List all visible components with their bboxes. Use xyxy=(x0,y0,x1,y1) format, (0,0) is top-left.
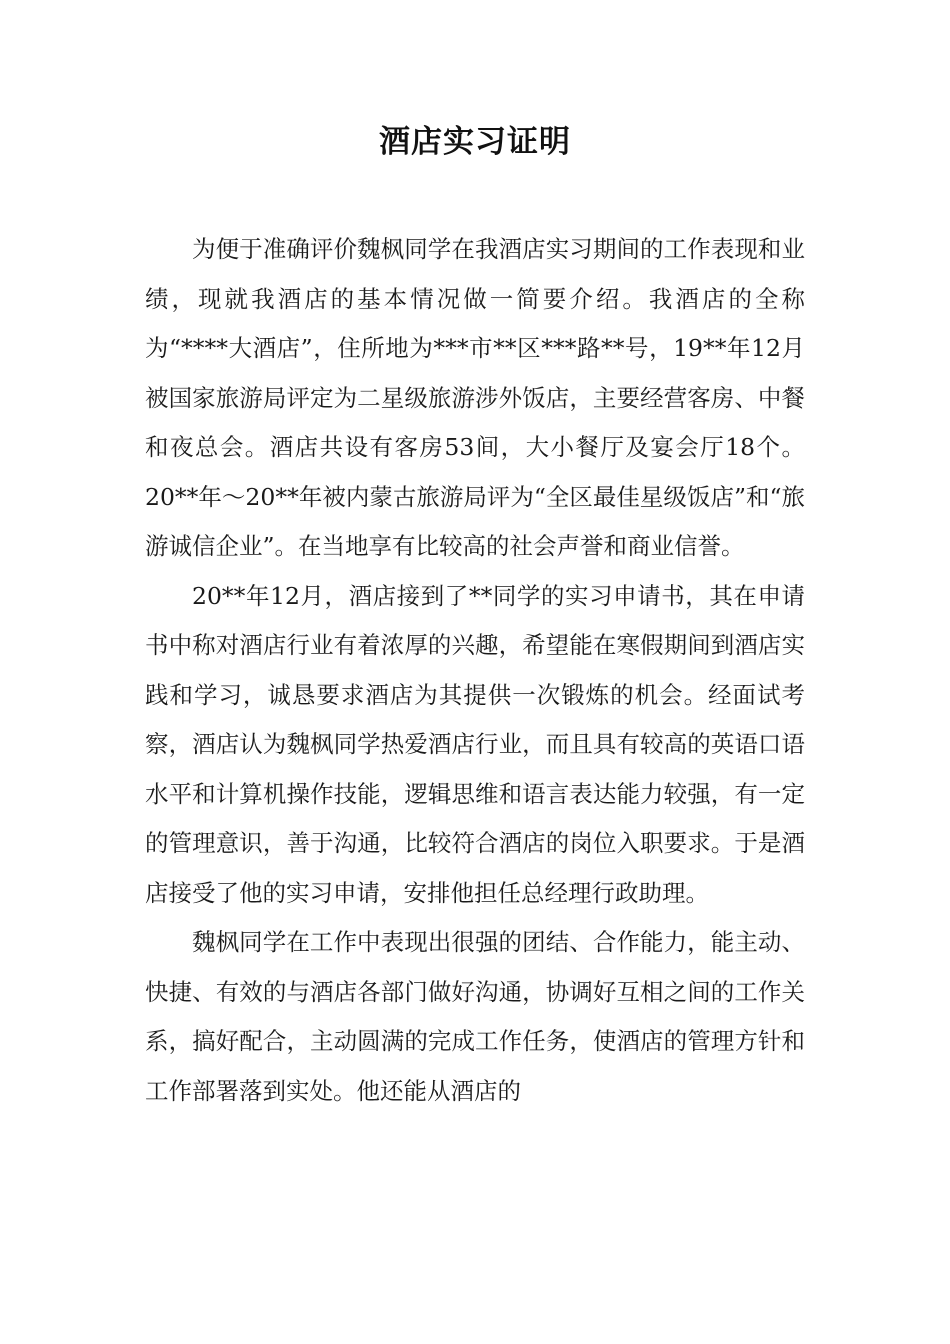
paragraph-internship-application: 20**年12月，酒店接到了**同学的实习申请书，其在申请书中称对酒店行业有着浓厚的兴趣，希望能在寒假期间到酒店实践和学习，诚恳要求酒店为其提供一次锻炼的机会。经面试考察，酒店认为魏枫同学热爱酒店行业，而且具有较高的英语口语水平和计算机操作技能，逻辑思维和语言表达能力较强，有一定的管理意识，善于沟通，比较符合酒店的岗位入职要求。于是酒店接受了他的实习申请，安排他担任总经理行政助理。 xyxy=(145,581,805,907)
document-body xyxy=(145,225,805,1116)
paragraph-hotel-introduction: 为便于准确评价魏枫同学在我酒店实习期间的工作表现和业绩，现就我酒店的基本情况做一简要介绍。我酒店的全称为“****大酒店”，住所地为***市**区***路**号，19**年12月被国家旅游局评定为二星级旅游涉外饭店，主要经营客房、中餐和夜总会。酒店共设有客房53间，大小餐厅及宴会厅18个。20**年～20**年被内蒙古旅游局评为“全区最佳星级饭店”和“旅游诚信企业”。在当地享有比较高的社会声誉和商业信誉。 xyxy=(145,235,805,560)
document-title: 酒店实习证明 xyxy=(379,124,571,160)
paragraph-work-performance: 魏枫同学在工作中表现出很强的团结、合作能力，能主动、快捷、有效的与酒店各部门做好沟通，协调好互相之间的工作关系，搞好配合，主动圆满的完成工作任务，使酒店的管理方针和工作部署落到实处。他还能从酒店的 xyxy=(145,928,805,1105)
